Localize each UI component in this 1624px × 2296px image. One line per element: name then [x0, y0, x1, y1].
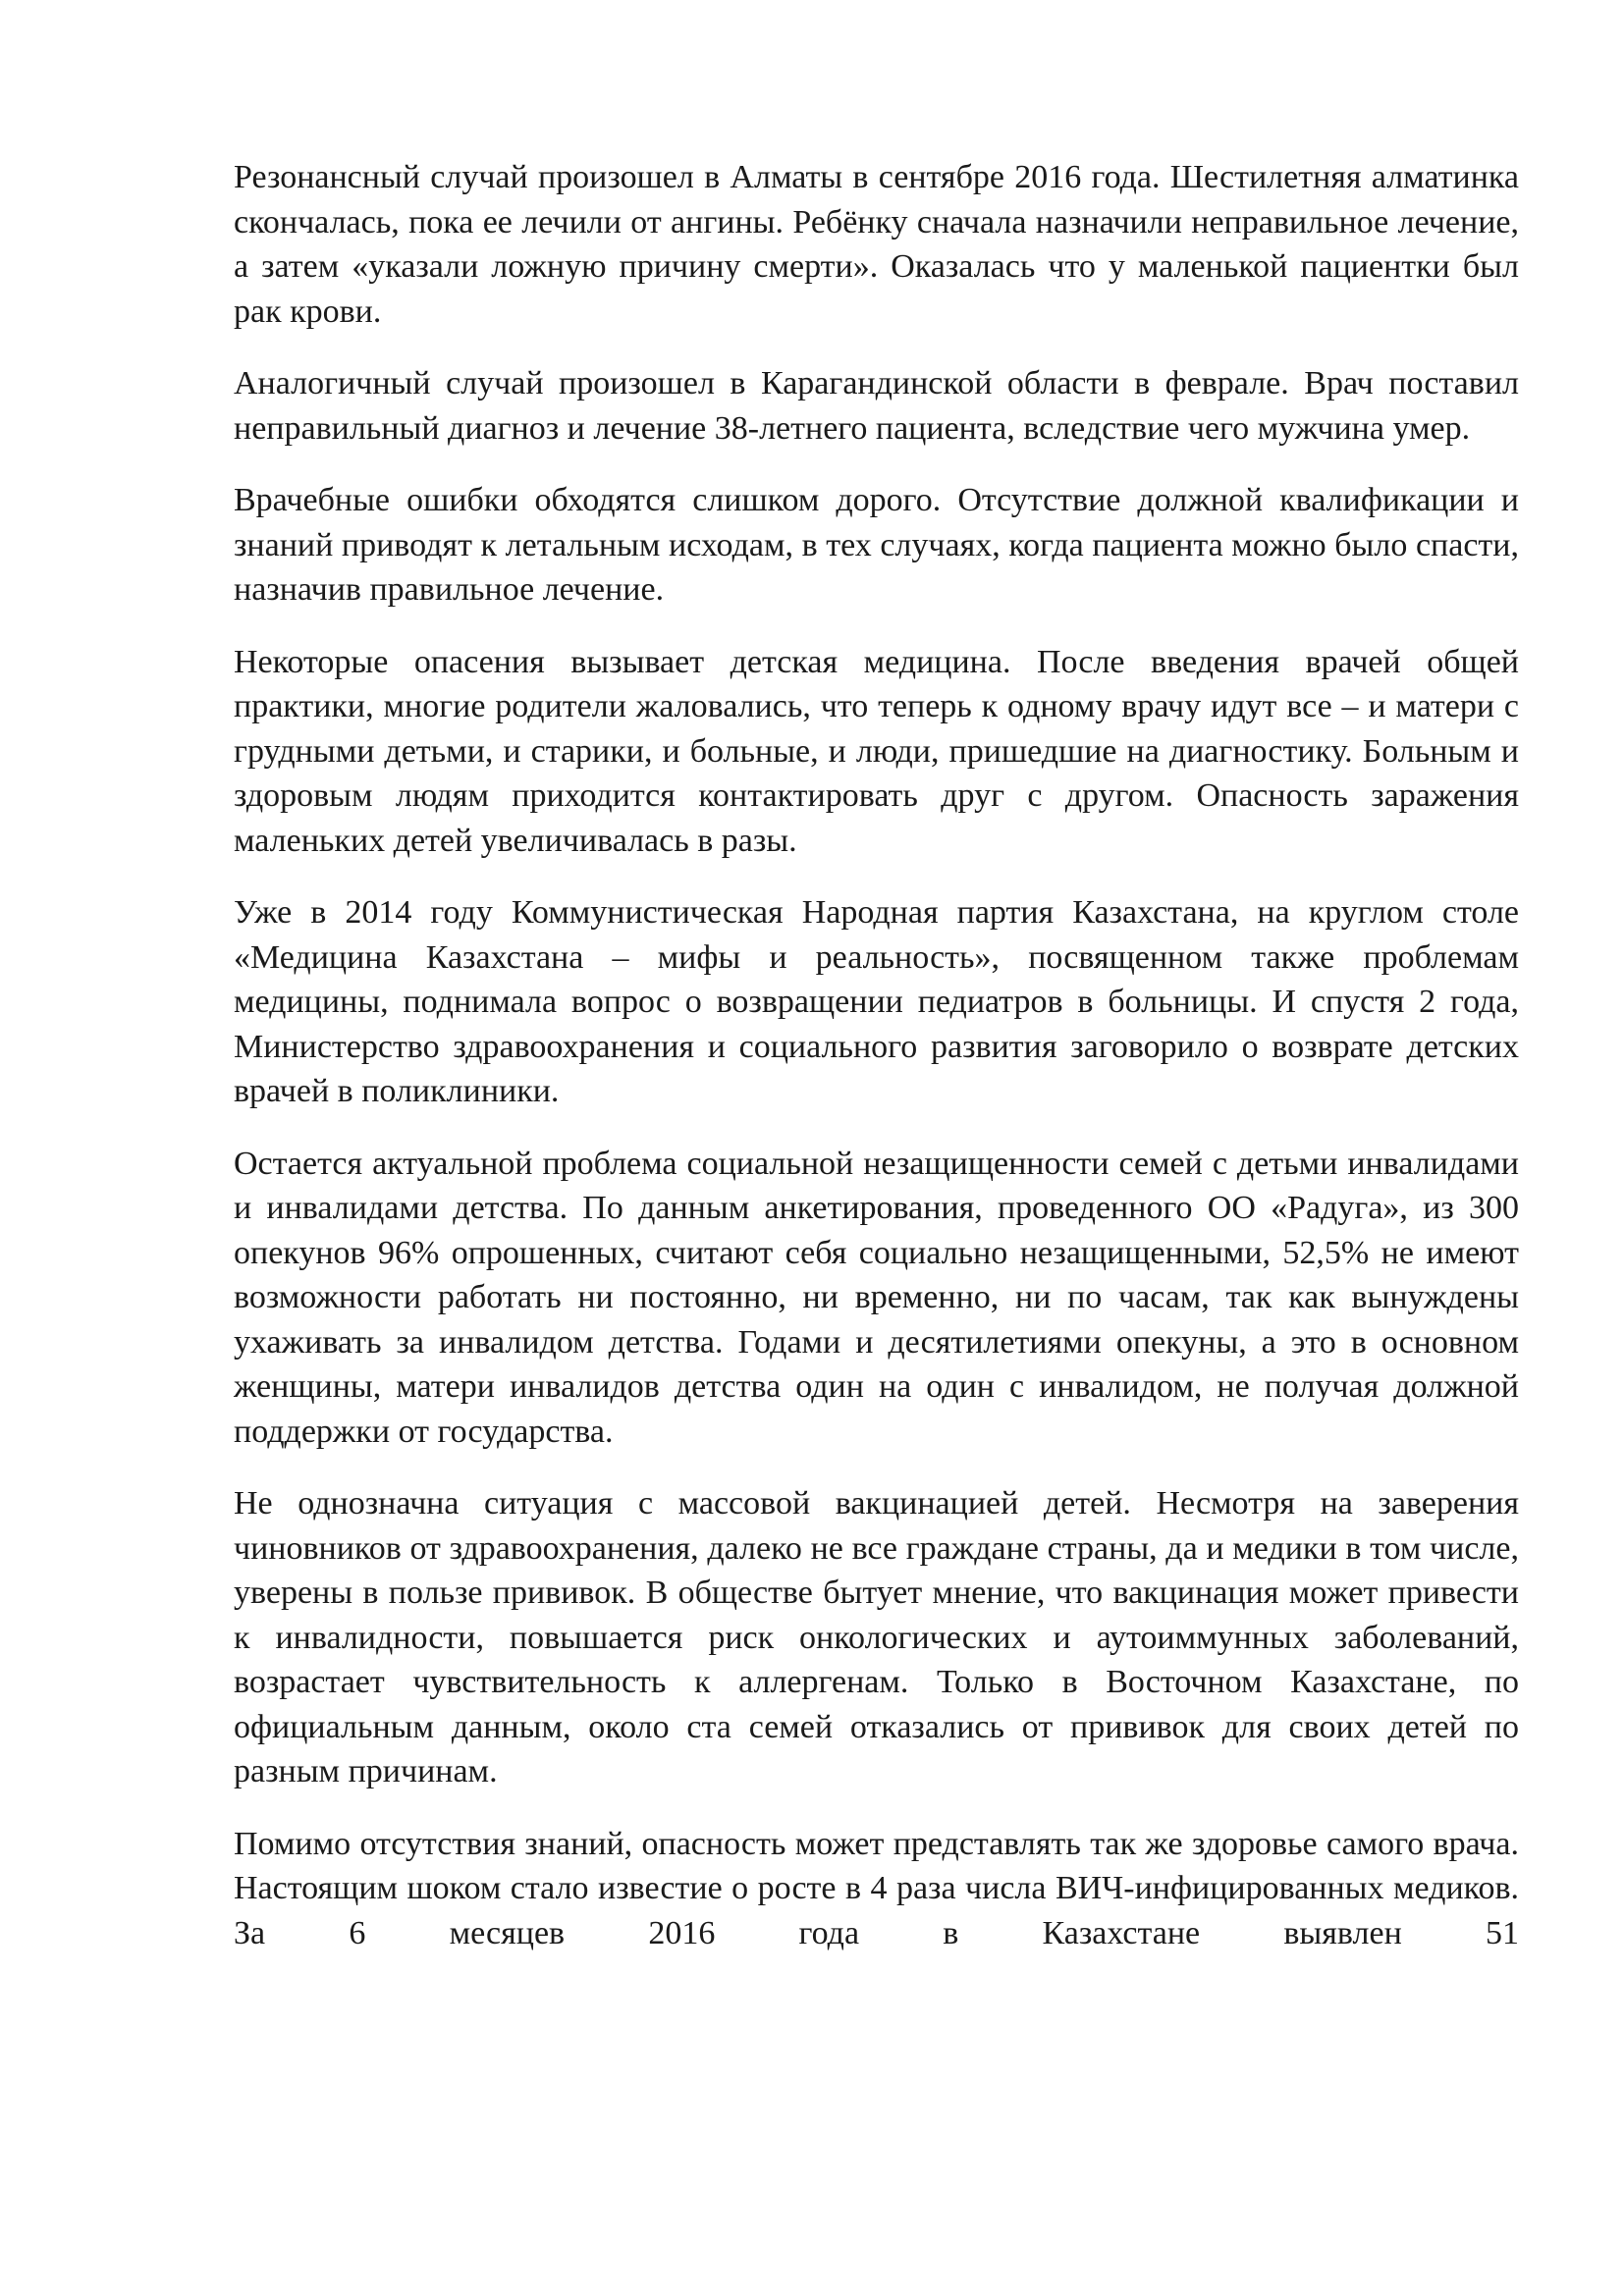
paragraph-8: Помимо отсутствия знаний, опасность может представлять так же здоровье самого врача. Настоящим шоком стало известие о росте в 4 раза числа ВИЧ-инфицированных медиков. За 6 месяцев 2016 года в Казахстане выявлен 51	[234, 1825, 1519, 1951]
paragraph-2: Аналогичный случай произошел в Карагандинской области в феврале. Врач поставил неправильный диагноз и лечение 38-летнего пациента, вследствие чего мужчина умер.	[234, 365, 1519, 447]
paragraph-7: Не однозначна ситуация с массовой вакцинацией детей. Несмотря на заверения чиновников от здравоохранения, далеко не все граждане страны, да и медики в том числе, уверены в пользе прививок. В обществе бытует мнение, что вакцинация может привести к инвалидности, повышается риск онкологических и аутоиммунных заболеваний, возрастает чувствительность к аллергенам. Только в Восточном Казахстане, по официальным данным, около ста семей отказались от прививок для своих детей по разным причинам.	[234, 1485, 1519, 1789]
paragraph-5: Уже в 2014 году Коммунистическая Народная партия Казахстана, на круглом столе «Медицина Казахстана – мифы и реальность», посвященном также проблемам медицины, поднимала вопрос о возвращении педиатров в больницы. И спустя 2 года, Министерство здравоохранения и социального развития заговорило о возврате детских врачей в поликлиники.	[234, 894, 1519, 1109]
document-body	[234, 155, 1519, 1955]
paragraph-4: Некоторые опасения вызывает детская медицина. После введения врачей общей практики, многие родители жаловались, что теперь к одному врачу идут все – и матери с грудными детьми, и старики, и больные, и люди, пришедшие на диагностику. Больным и здоровым людям приходится контактировать друг с другом. Опасность заражения маленьких детей увеличивалась в разы.	[234, 643, 1519, 859]
paragraph-1: Резонансный случай произошел в Алматы в сентябре 2016 года. Шестилетняя алматинка скончалась, пока ее лечили от ангины. Ребёнку сначала назначили неправильное лечение, а затем «указали ложную причину смерти». Оказалась что у маленькой пациентки был рак крови.	[234, 159, 1519, 330]
paragraph-6: Остается актуальной проблема социальной незащищенности семей с детьми инвалидами и инвалидами детства. По данным анкетирования, проведенного ОО «Радуга», из 300 опекунов 96% опрошенных, считают себя социально незащищенными, 52,5% не имеют возможности работать ни постоянно, ни временно, ни по часам, так как вынуждены ухаживать за инвалидом детства. Годами и десятилетиями опекуны, а это в основном женщины, матери инвалидов детства один на один с инвалидом, не получая должной поддержки от государства.	[234, 1145, 1519, 1450]
paragraph-3: Врачебные ошибки обходятся слишком дорого. Отсутствие должной квалификации и знаний приводят к летальным исходам, в тех случаях, когда пациента можно было спасти, назначив правильное лечение.	[234, 482, 1519, 608]
